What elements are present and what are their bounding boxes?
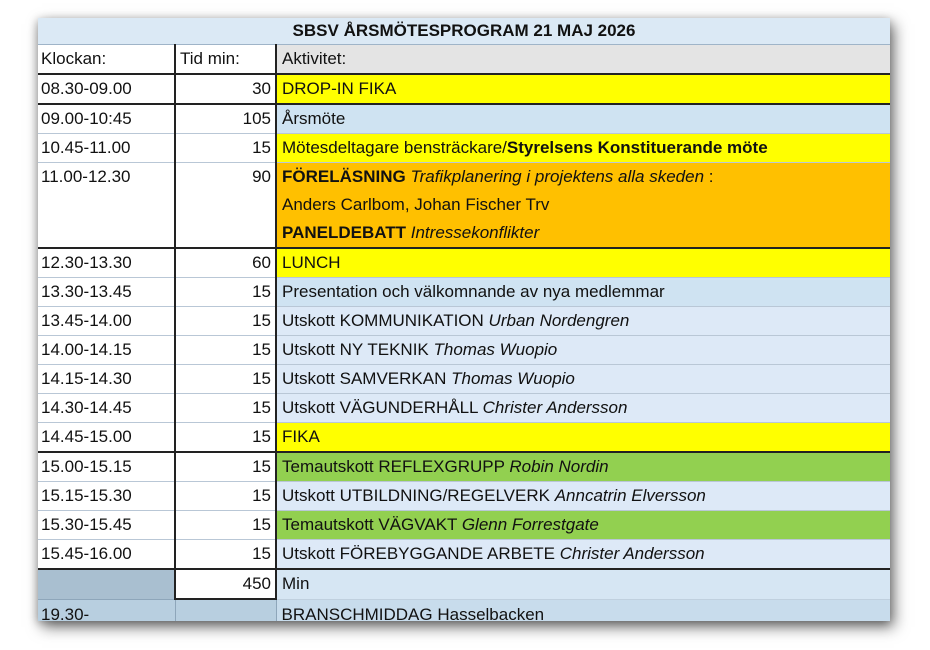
activity-text: Christer Andersson xyxy=(482,398,628,417)
schedule-row xyxy=(38,365,890,394)
activity-text: Anders Carlbom, Johan Fischer Trv xyxy=(282,195,550,214)
header-activity: Aktivitet: xyxy=(276,45,890,75)
row-clock: 15.45-16.00 xyxy=(38,540,175,570)
activity-text: Utskott VÄGUNDERHÅLL xyxy=(282,398,483,417)
schedule-row xyxy=(38,278,890,307)
activity-text: Temautskott REFLEXGRUPP xyxy=(282,457,510,476)
row-minutes: 15 xyxy=(175,423,276,453)
row-activity xyxy=(276,540,890,570)
activity-text: Intressekonflikter xyxy=(406,223,540,242)
header-row xyxy=(38,45,890,75)
row-minutes: 15 xyxy=(175,278,276,307)
activity-text: PANELDEBATT xyxy=(282,223,407,242)
row-clock: 13.30-13.45 xyxy=(38,278,175,307)
activity-text: Utskott KOMMUNIKATION xyxy=(282,311,489,330)
activity-text: Styrelsens Konstituerande möte xyxy=(506,138,768,157)
row-activity xyxy=(276,163,890,249)
row-minutes: 15 xyxy=(175,394,276,423)
row-clock: 11.00-12.30 xyxy=(38,163,175,249)
schedule-row xyxy=(38,423,890,453)
schedule-row xyxy=(38,540,890,570)
schedule-footer xyxy=(38,569,890,621)
dinner-clock: 19.30- xyxy=(38,599,175,621)
activity-line xyxy=(282,163,886,191)
row-clock: 15.15-15.30 xyxy=(38,482,175,511)
row-minutes: 15 xyxy=(175,511,276,540)
row-clock: 14.00-14.15 xyxy=(38,336,175,365)
row-minutes: 15 xyxy=(175,336,276,365)
activity-line xyxy=(282,191,886,219)
row-clock: 09.00-10:45 xyxy=(38,104,175,134)
activity-text: Urban Nordengren xyxy=(488,311,630,330)
dinner-minutes-cell xyxy=(175,599,276,621)
dinner-activity: BRANSCHMIDDAG Hasselbacken xyxy=(276,599,890,621)
row-minutes: 60 xyxy=(175,248,276,278)
row-clock: 12.30-13.30 xyxy=(38,248,175,278)
activity-text: Trafikplanering i projektens alla skeden xyxy=(405,167,705,186)
row-minutes: 15 xyxy=(175,482,276,511)
activity-text: : xyxy=(704,167,714,186)
schedule-table xyxy=(38,18,890,621)
row-minutes: 105 xyxy=(175,104,276,134)
total-clock-cell xyxy=(38,569,175,599)
schedule-row xyxy=(38,452,890,482)
activity-text: Glenn Forrestgate xyxy=(461,515,599,534)
row-activity xyxy=(276,452,890,482)
schedule-sheet xyxy=(38,18,890,621)
row-activity xyxy=(276,134,890,163)
activity-text: Thomas Wuopio xyxy=(433,340,558,359)
schedule-row xyxy=(38,248,890,278)
activity-text: FIKA xyxy=(282,427,320,446)
schedule-row xyxy=(38,163,890,249)
header-clock: Klockan: xyxy=(38,45,175,75)
row-activity xyxy=(276,482,890,511)
activity-text: DROP-IN FIKA xyxy=(282,79,397,98)
activity-text: Utskott NY TEKNIK xyxy=(282,340,434,359)
row-activity xyxy=(276,336,890,365)
row-activity xyxy=(276,365,890,394)
row-minutes: 15 xyxy=(175,307,276,336)
row-clock: 14.15-14.30 xyxy=(38,365,175,394)
row-activity xyxy=(276,511,890,540)
schedule-row xyxy=(38,336,890,365)
schedule-row xyxy=(38,394,890,423)
schedule-row xyxy=(38,307,890,336)
row-clock: 08.30-09.00 xyxy=(38,74,175,104)
activity-text: Utskott UTBILDNING/REGELVERK xyxy=(282,486,555,505)
schedule-row xyxy=(38,511,890,540)
activity-line xyxy=(282,219,886,247)
activity-text: Christer Andersson xyxy=(559,544,705,563)
total-minutes: 450 xyxy=(175,569,276,599)
activity-text: FÖRELÄSNING xyxy=(282,167,406,186)
schedule-body xyxy=(38,18,890,569)
title-row xyxy=(38,18,890,45)
row-activity xyxy=(276,278,890,307)
row-clock: 10.45-11.00 xyxy=(38,134,175,163)
row-minutes: 15 xyxy=(175,540,276,570)
row-activity xyxy=(276,394,890,423)
schedule-row xyxy=(38,104,890,134)
row-clock: 13.45-14.00 xyxy=(38,307,175,336)
row-minutes: 15 xyxy=(175,134,276,163)
row-minutes: 15 xyxy=(175,452,276,482)
row-minutes: 30 xyxy=(175,74,276,104)
schedule-row xyxy=(38,482,890,511)
row-minutes: 15 xyxy=(175,365,276,394)
row-clock: 14.45-15.00 xyxy=(38,423,175,453)
dinner-row xyxy=(38,599,890,621)
row-clock: 15.30-15.45 xyxy=(38,511,175,540)
activity-text: LUNCH xyxy=(282,253,341,272)
activity-text: Thomas Wuopio xyxy=(451,369,575,388)
activity-text: Anncatrin Elversson xyxy=(554,486,706,505)
header-minutes: Tid min: xyxy=(175,45,276,75)
row-activity xyxy=(276,423,890,453)
row-minutes: 90 xyxy=(175,163,276,249)
row-activity xyxy=(276,248,890,278)
row-clock: 14.30-14.45 xyxy=(38,394,175,423)
activity-text: Årsmöte xyxy=(282,109,346,128)
row-clock: 15.00-15.15 xyxy=(38,452,175,482)
row-activity xyxy=(276,307,890,336)
schedule-row xyxy=(38,74,890,104)
total-row xyxy=(38,569,890,599)
row-activity xyxy=(276,104,890,134)
total-label: Min xyxy=(276,569,890,599)
activity-text: Temautskott VÄGVAKT xyxy=(282,515,462,534)
activity-text: Utskott FÖREBYGGANDE ARBETE xyxy=(282,544,560,563)
activity-text: Presentation och välkomnande av nya medlemmar xyxy=(282,282,665,301)
schedule-row xyxy=(38,134,890,163)
row-activity xyxy=(276,74,890,104)
activity-text: Utskott SAMVERKAN xyxy=(282,369,452,388)
activity-text: Robin Nordin xyxy=(509,457,609,476)
activity-text: Mötesdeltagare bensträckare/ xyxy=(282,138,507,157)
page-title: SBSV ÅRSMÖTESPROGRAM 21 MAJ 2026 xyxy=(38,18,890,45)
